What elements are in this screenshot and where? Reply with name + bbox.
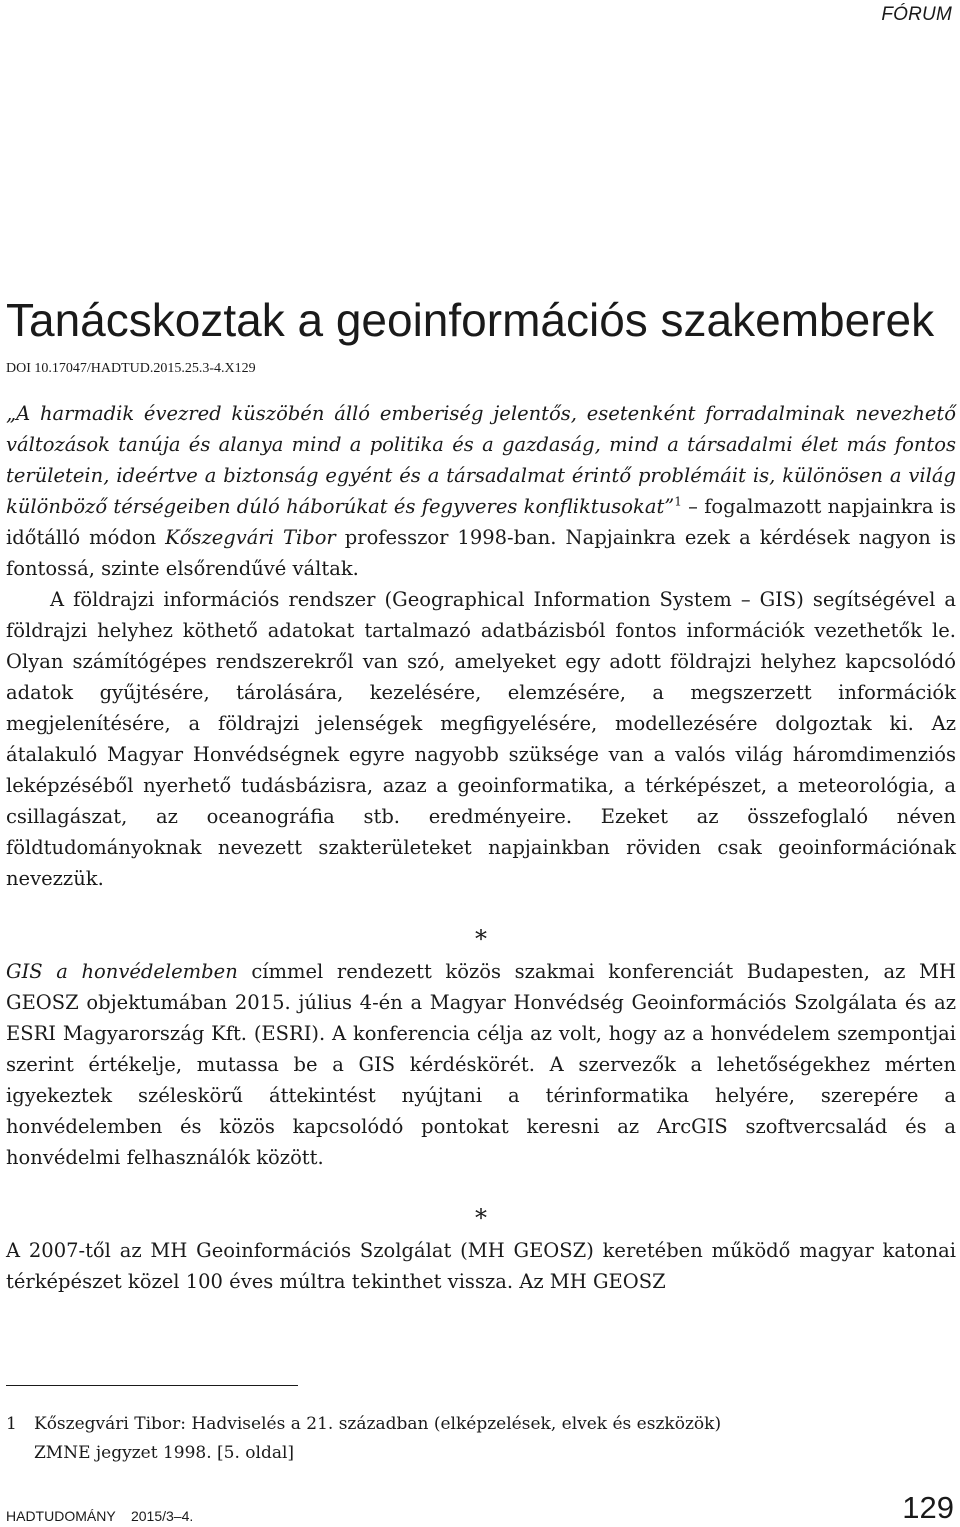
footnote bbox=[6, 1410, 956, 1468]
journal-footer bbox=[6, 1508, 193, 1524]
journal-issue: 2015/3–4. bbox=[130, 1508, 194, 1524]
running-head-section: FÓRUM bbox=[881, 4, 952, 25]
intro-author: Kőszegvári Tibor bbox=[165, 526, 336, 549]
footnote-line: Kőszegvári Tibor: Hadviselés a 21. században (elképzelések, elvek és eszközök) bbox=[34, 1414, 722, 1434]
journal-name: HADTUDOMÁNY bbox=[6, 1508, 116, 1524]
footnote-number: 1 bbox=[6, 1414, 17, 1434]
article-title: Tanácskoztak a geoinformációs szakemberek bbox=[6, 294, 935, 346]
section-separator-asterisk: * bbox=[475, 925, 487, 953]
history-paragraph: A 2007-től az MH Geoinformációs Szolgálat (MH GEOSZ) keretében működő magyar katonai térképészet közel 100 éves múltra tekinthet vissza. Az MH GEOSZ bbox=[6, 1239, 956, 1293]
footnote-divider bbox=[6, 1385, 298, 1386]
intro-paragraph bbox=[6, 398, 956, 584]
article-body bbox=[6, 398, 956, 1297]
section-separator-asterisk: * bbox=[475, 1204, 487, 1232]
doi-line: DOI 10.17047/HADTUD.2015.25.3-4.X129 bbox=[6, 361, 256, 376]
conference-text: címmel rendezett közös szakmai konferenciát Budapesten, az MH GEOSZ objektumában 2015. július 4-én a Magyar Honvédség Geoinformációs Szolgálata és az ESRI Magyarország Kft. (ESRI). A konferencia célja az volt, hogy az a honvédelem szempontjai szerint értékelje, mutassa be a GIS kérdéskörét. A szervezők a lehetőségekhez mérten igyekeztek széleskörű áttekintést nyújtani a térinformatika helyére, szerepére a honvédelemben és közös kapcsolódó pontokat keresni az ArcGIS szoftvercsalád és a honvédelmi felhasználók között. bbox=[6, 960, 957, 1169]
intro-after-author: professzor 1998-ban. Napjainkra ezek a kérdések nagyon is fontossá, szinte elsőrendűvé váltak. bbox=[6, 526, 956, 580]
footnote-reference[interactable]: 1 bbox=[674, 494, 682, 509]
document-page bbox=[6, 0, 956, 1527]
conference-paragraph bbox=[6, 956, 956, 1173]
footnote-text bbox=[34, 1410, 956, 1468]
page-number: 129 bbox=[902, 1490, 954, 1525]
intro-after-quote: – fogalmazott napjainkra is időtálló módon bbox=[6, 495, 956, 549]
intro-quote: „A harmadik évezred küszöbén álló emberiség jelentős, esetenként forradalminak nevezhető változások tanúja és alanya mind a politika és a gazdaság, mind a társadalmi élet más fontos területein, ideértve a biztonság egyént és a társadalmat érintő problémáit is, különösen a világ különböző térségeiben dúló háborúkat és fegyveres konfliktusokat” bbox=[6, 402, 956, 518]
conference-lead: GIS a honvédelemben bbox=[6, 960, 238, 983]
footnote-line: ZMNE jegyzet 1998. [5. oldal] bbox=[34, 1443, 295, 1463]
gis-paragraph: A földrajzi információs rendszer (Geographical Information System – GIS) segítségével a földrajzi helyhez köthető adatokat tartalmazó adatbázisból fontos információk vezethetők le. Olyan számítógépes rendszerekről van szó, amelyeket egy adott földrajzi helyhez kapcsolódó adatok gyűjtésére, tárolására, kezelésére, elemzésére, a megszerzett információk megjelenítésére, a földrajzi jelenségek megfigyelésére, modellezésére dolgoztak ki. Az átalakuló Magyar Honvédségnek egyre nagyobb szüksége van a valós világ háromdimenziós leképzéséből nyerhető tudásbázisra, azaz a geoinformatika, a térképészet, a meteorológia, a csillagászat, az oceanográfia stb. eredményeire. Ezeket az összefoglaló néven földtudományoknak nevezett szakterületeket napjainkban röviden csak geoinformációnak nevezzük. bbox=[6, 588, 956, 890]
